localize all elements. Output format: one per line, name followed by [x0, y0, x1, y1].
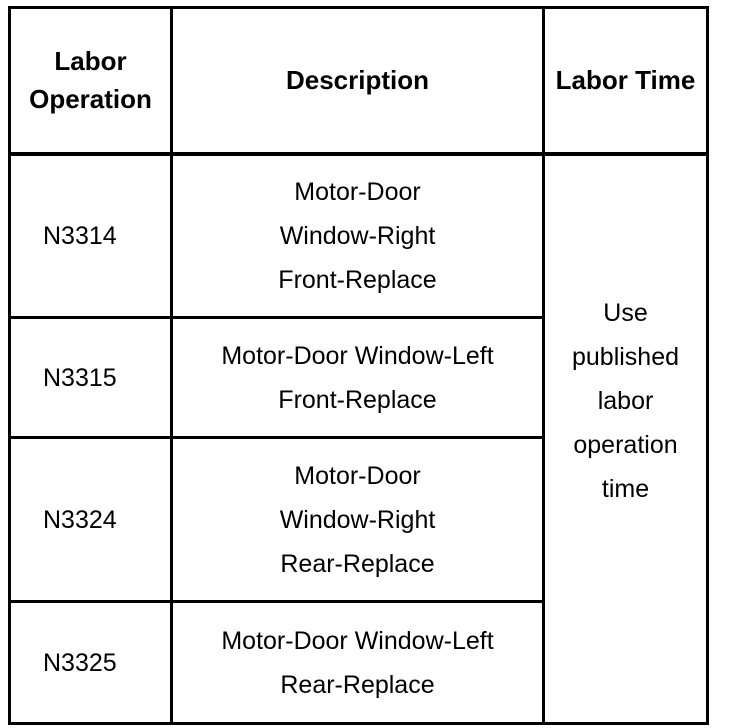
description-cell [172, 154, 544, 318]
description-text: Motor-Door Window-Right Rear-Replace [279, 461, 436, 578]
header-description: Description [172, 8, 544, 154]
description-cell [172, 602, 544, 724]
labor-operation-code: N3324 [10, 438, 172, 602]
description-cell [172, 438, 544, 602]
labor-operation-code: N3314 [10, 154, 172, 318]
description-text: Motor-Door Window-Right Front-Replace [278, 177, 437, 294]
labor-time-note: Use published labor operation time [571, 298, 680, 503]
description-text: Motor-Door Window-Left Front-Replace [221, 341, 494, 414]
labor-operations-table [8, 6, 709, 725]
labor-operation-code: N3315 [10, 318, 172, 438]
labor-operation-code: N3325 [10, 602, 172, 724]
labor-time-cell [544, 154, 708, 724]
table-header-row [10, 8, 708, 154]
header-labor-time: Labor Time [544, 8, 708, 154]
table-row [10, 154, 708, 318]
description-text: Motor-Door Window-Left Rear-Replace [221, 626, 494, 699]
header-labor-operation: Labor Operation [10, 8, 172, 154]
description-cell [172, 318, 544, 438]
